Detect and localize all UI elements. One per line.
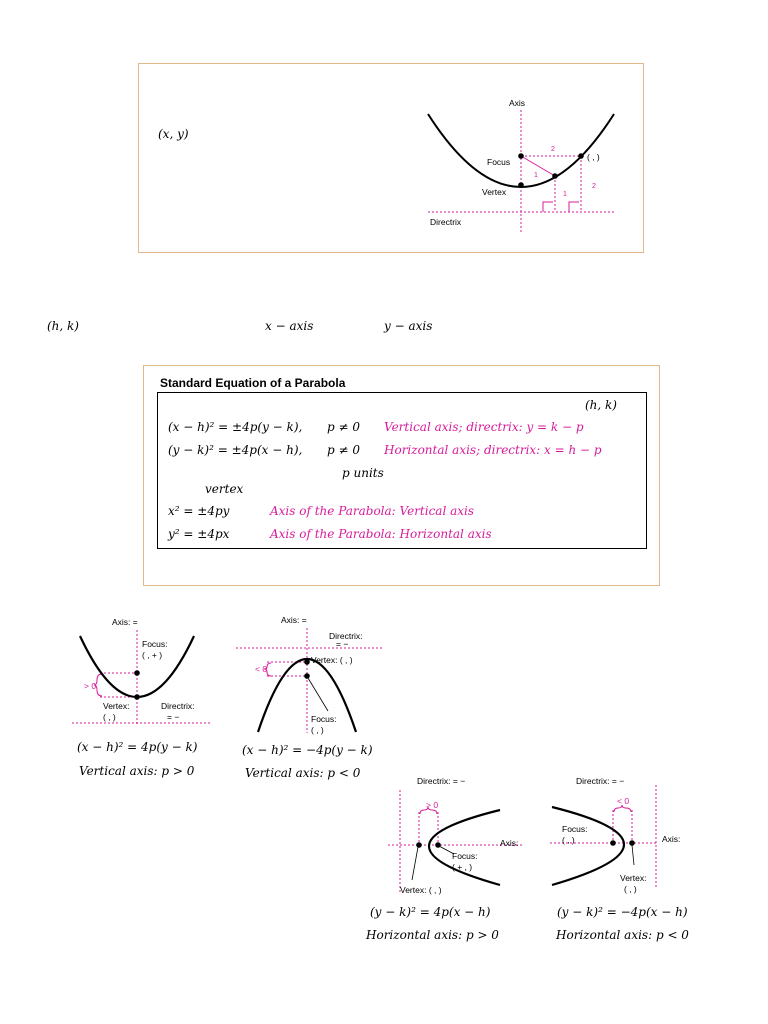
equation-inner-box <box>157 392 647 549</box>
p-units-text: p units <box>342 466 384 480</box>
equation-vertical-condition: p ≠ 0 <box>327 420 360 434</box>
g3-directrix-label: Directrix: = − <box>417 776 466 786</box>
diagram-axis-label: Axis <box>509 98 526 108</box>
y-axis-text: y − axis <box>384 319 433 333</box>
distance-label-1b: 1 <box>563 191 567 198</box>
g3-equation: (y − k)² = 4p(x − h) <box>370 905 491 919</box>
diagram-point-label: ( , ) <box>587 152 600 162</box>
g3-caption: Horizontal axis: p > 0 <box>366 928 499 942</box>
g1-vertex-label: Vertex: <box>103 701 130 711</box>
graph-vertical-negative <box>236 628 384 736</box>
equation-vertical: (x − h)² = ±4p(y − k), <box>168 420 303 434</box>
g2-p-negative: < 0 <box>255 664 268 674</box>
equation-vertical-note: Vertical axis; directrix: y = k − p <box>384 420 584 434</box>
equation-horizontal: (y − k)² = ±4p(x − h), <box>168 443 303 457</box>
vertex-text: vertex <box>205 482 244 496</box>
g4-equation: (y − k)² = −4p(x − h) <box>557 905 688 919</box>
vertex-point <box>518 182 524 188</box>
equation-origin-vertical: x² = ±4py <box>168 504 230 518</box>
g3-axis-label: Axis: <box>500 838 519 848</box>
curve-point <box>552 173 558 179</box>
x-axis-text: x − axis <box>265 319 314 333</box>
g4-vertex-label: Vertex: <box>620 873 647 883</box>
standard-equation-title: Standard Equation of a Parabola <box>160 376 346 390</box>
g4-caption: Horizontal axis: p < 0 <box>556 928 689 942</box>
g3-focus-label: Focus: <box>452 851 478 861</box>
curve-point-2 <box>578 153 584 159</box>
distance-label-2b: 2 <box>592 183 596 190</box>
g2-equation: (x − h)² = −4p(y − k) <box>242 743 373 757</box>
focus-point <box>518 153 524 159</box>
g4-directrix-label: Directrix: = − <box>576 776 625 786</box>
g1-axis-label: Axis: = <box>112 617 138 627</box>
g2-axis-label: Axis: = <box>281 615 307 625</box>
g4-p-negative: < 0 <box>617 796 630 806</box>
g2-directrix-label: Directrix: <box>329 631 363 641</box>
g1-directrix-eq: = − <box>167 712 180 722</box>
g1-focus-coord: ( , + ) <box>142 650 163 660</box>
equation-origin-vertical-note: Axis of the Parabola: Vertical axis <box>270 504 475 518</box>
distance-label-2a: 2 <box>551 146 555 153</box>
vertex-hk: (h, k) <box>47 319 79 333</box>
g3-vertex-label: Vertex: ( , ) <box>400 885 442 895</box>
diagram-vertex-label: Vertex <box>482 187 507 197</box>
g1-equation: (x − h)² = 4p(y − k) <box>77 740 198 754</box>
g2-caption: Vertical axis: p < 0 <box>245 766 361 780</box>
g2-directrix-eq: = − <box>336 639 349 649</box>
g1-focus-label: Focus: <box>142 639 168 649</box>
g3-p-positive: > 0 <box>426 800 439 810</box>
g2-vertex-label: Vertex: ( , ) <box>311 655 353 665</box>
equation-horizontal-note: Horizontal axis; directrix: x = h − p <box>384 443 602 457</box>
diagram-directrix-label: Directrix <box>430 217 462 227</box>
equation-origin-horizontal-note: Axis of the Parabola: Horizontal axis <box>270 527 492 541</box>
g4-vertex-coord: ( , ) <box>624 884 637 894</box>
diagram-focus-label: Focus <box>487 157 511 167</box>
distance-label-1a: 1 <box>534 172 538 179</box>
g4-focus-coord: ( , ) <box>562 835 575 845</box>
g1-directrix-label: Directrix: <box>161 701 195 711</box>
g2-focus-coord: ( , ) <box>311 725 324 735</box>
g1-caption: Vertical axis: p > 0 <box>79 764 195 778</box>
g3-focus-coord: ( + , ) <box>452 862 473 872</box>
equation-origin-horizontal: y² = ±4px <box>168 527 230 541</box>
g1-vertex-coord: ( , ) <box>103 712 116 722</box>
box-hk: (h, k) <box>585 398 617 412</box>
g4-focus-label: Focus: <box>562 824 588 834</box>
g2-focus-label: Focus: <box>311 714 337 724</box>
g1-p-positive: > 0 <box>84 681 97 691</box>
point-label: (x, y) <box>158 127 189 141</box>
equation-horizontal-condition: p ≠ 0 <box>327 443 360 457</box>
g4-axis-label: Axis: <box>662 834 681 844</box>
